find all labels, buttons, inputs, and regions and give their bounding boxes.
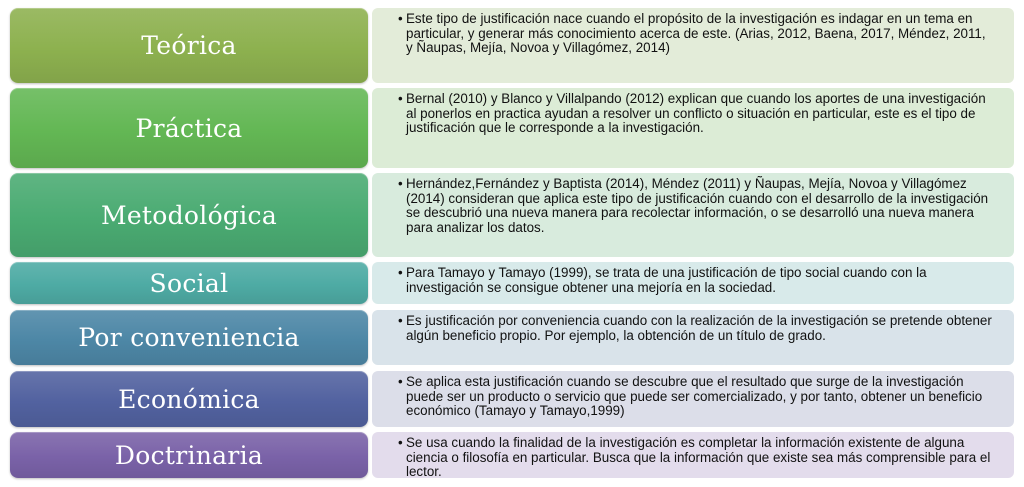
row-doctrinaria [10,432,1016,478]
description-practica: • Bernal (2010) y Blanco y Villalpando (2012) explican que cuando los aportes de una investigación al ponerlos en practica ayudan a resolver un conflicto o situación en particular, este es el tipo de justificación que le corresponde a la investigación. [406,92,996,136]
label-doctrinaria: Doctrinaria [114,440,264,470]
label-metodologica: Metodológica [100,200,278,230]
description-social: • Para Tamayo y Tamayo (1999), se trata de una justificación de tipo social cuando con la investigación se consigue obtener una mejoría en la sociedad. [406,266,996,295]
row-teorica [10,8,1016,83]
row-metodologica [10,173,1016,257]
label-box-economica [10,371,368,427]
row-economica [10,371,1016,427]
label-box-social [10,262,368,304]
description-box-social [372,262,1014,304]
description-box-teorica [372,8,1014,83]
description-doctrinaria: • Se usa cuando la finalidad de la investigación es completar la información existente de alguna ciencia o filosofía en particular. Busca que la información que existe sea más comprensible para el lector. [406,436,996,480]
description-box-por-conveniencia [372,310,1014,365]
label-box-practica [10,88,368,168]
label-box-por-conveniencia [10,310,368,365]
row-practica [10,88,1016,168]
label-por-conveniencia: Por conveniencia [78,323,300,352]
label-economica: Económica [118,384,260,414]
description-box-metodologica [372,173,1014,257]
label-box-teorica [10,8,368,83]
description-box-practica [372,88,1014,168]
label-box-metodologica [10,173,368,257]
description-economica: • Se aplica esta justificación cuando se descubre que el resultado que surge de la investigación puede ser un producto o servicio que puede ser comercializado, y por tanto, obtener un beneficio económico (Tamayo y Tamayo,1999) [406,375,996,419]
description-box-economica [372,371,1014,427]
row-social [10,262,1016,304]
description-por-conveniencia: • Es justificación por conveniencia cuando con la realización de la investigación se pretende obtener algún beneficio propio. Por ejemplo, la obtención de un título de grado. [406,314,996,343]
label-teorica: Teórica [141,31,237,60]
row-por-conveniencia [10,310,1016,365]
label-practica: Práctica [135,113,243,143]
label-social: Social [149,268,229,298]
description-metodologica: • Hernández,Fernández y Baptista (2014), Méndez (2011) y Ñaupas, Mejía, Novoa y Villagómez (2014) consideran que aplica este tipo de justificación cuando con el desarrollo de la investigación se descubrió una nueva manera para recolectar información, o se desarrolló una nueva manera para analizar los datos. [406,177,996,235]
label-box-doctrinaria [10,432,368,478]
description-box-doctrinaria [372,432,1014,478]
description-teorica: • Este tipo de justificación nace cuando el propósito de la investigación es indagar en un tema en particular, y generar más conocimiento acerca de este. (Arias, 2012, Baena, 2017, Méndez, 2011, y Ñaupas, Mejía, Novoa y Villagómez, 2014) [406,12,996,56]
